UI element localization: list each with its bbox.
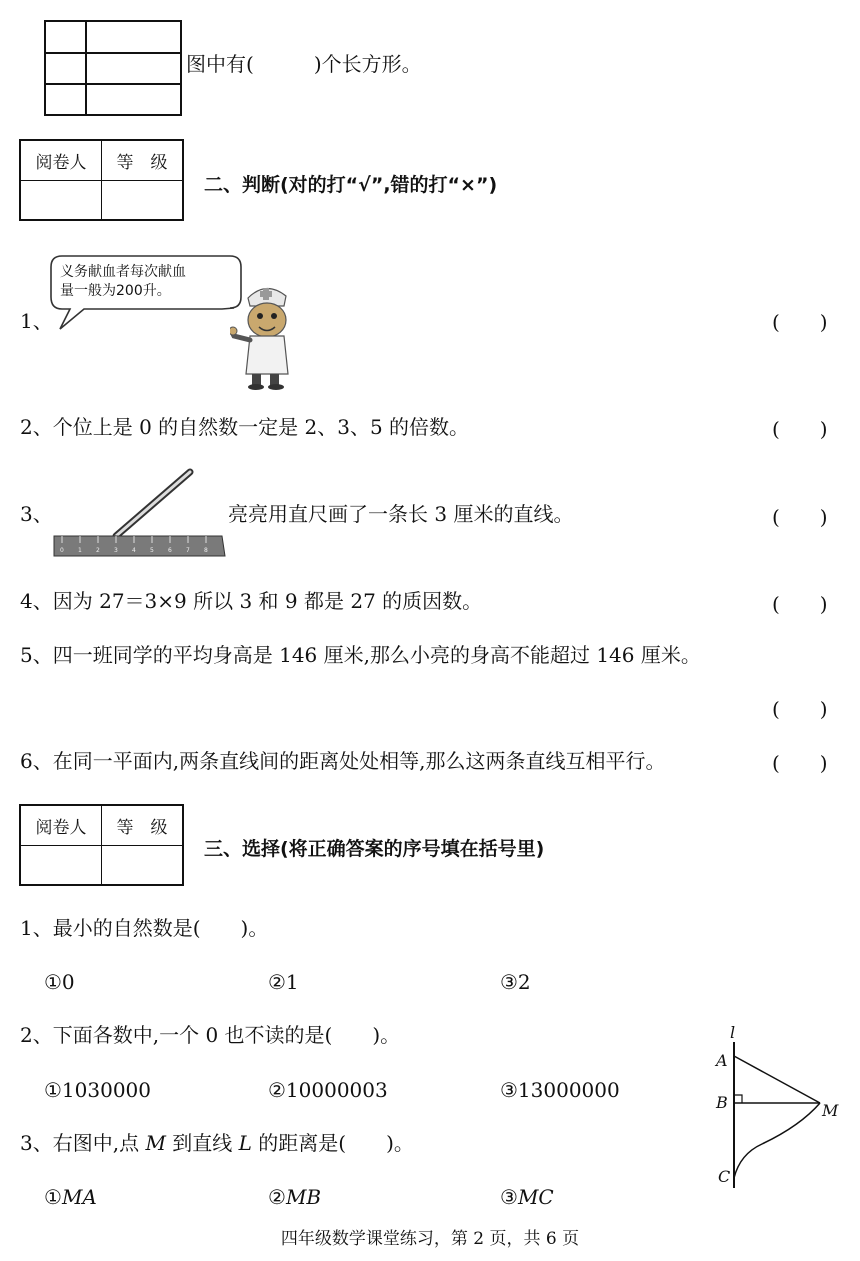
section-3-title: 三、选择(将正确答案的序号填在括号里) [204, 838, 545, 860]
item-6 [20, 751, 665, 771]
doctor-cartoon-image [230, 278, 300, 390]
grader-cell[interactable] [20, 845, 102, 885]
option-label: MA [61, 1185, 97, 1209]
item-5 [20, 645, 701, 665]
answer-paren-5[interactable]: ( ) [772, 697, 828, 721]
right-angle-mark [734, 1095, 742, 1103]
rectangle-grid-svg [44, 20, 182, 116]
distance-figure-svg [710, 1026, 850, 1192]
rectangle-grid-figure [44, 20, 182, 116]
grade-cell[interactable] [102, 180, 184, 220]
item-3-text: 亮亮用直尺画了一条长 3 厘米的直线。 [228, 502, 574, 526]
choice-q2-option-2[interactable]: ②10000003 [268, 1078, 388, 1102]
ruler-mark-4: 4 [132, 547, 136, 554]
choice-q1-option-1[interactable]: ①0 [44, 970, 75, 994]
segment-ma [734, 1056, 820, 1103]
item-2 [20, 417, 469, 437]
item-4-text: 因为 27＝3×9 所以 3 和 9 都是 27 的质因数。 [52, 589, 483, 613]
answer-paren-2[interactable]: ( ) [772, 417, 828, 441]
item-6-number: 6、 [20, 749, 53, 773]
item-2-number: 2、 [20, 415, 53, 439]
item-1-number: 1、 [20, 309, 53, 333]
choice-q1-option-3[interactable]: ③2 [500, 970, 531, 994]
ruler-pen-image [52, 466, 227, 564]
answer-paren-4[interactable]: ( ) [772, 592, 828, 616]
choice-q2-stem: 2、下面各数中,一个 0 也不读的是( )。 [20, 1023, 401, 1047]
ruler-mark-1: 1 [78, 547, 82, 554]
page-footer: 四年级数学课堂练习，第 2 页，共 6 页 [280, 1229, 580, 1249]
item-4-number: 4、 [20, 589, 53, 613]
item-6-text: 在同一平面内,两条直线间的距离处处相等,那么这两条直线互相平行。 [52, 749, 666, 773]
stem-line-l: L [238, 1131, 252, 1155]
choice-q3-option-2[interactable] [268, 1187, 321, 1207]
choice-q3-option-3[interactable] [500, 1187, 554, 1207]
stem-part: 的距离是( )。 [251, 1131, 414, 1155]
choice-q3-option-1[interactable] [44, 1187, 97, 1207]
distance-figure [710, 1026, 850, 1192]
choice-q2-option-3[interactable]: ③13000000 [500, 1078, 620, 1102]
item-5-number: 5、 [20, 643, 53, 667]
choice-q1-stem: 1、最小的自然数是( )。 [20, 916, 269, 940]
stem-point-m: M [145, 1131, 166, 1155]
ruler-mark-2: 2 [96, 547, 100, 554]
doctor-svg [230, 278, 300, 390]
grade-cell[interactable] [102, 845, 184, 885]
item-3-number: 3、 [20, 502, 53, 526]
ruler-mark-0: 0 [60, 547, 64, 554]
stem-part: 到直线 [165, 1131, 239, 1155]
label-line-l: l [730, 1026, 736, 1042]
label-point-m: M [822, 1101, 839, 1120]
grade-label: 等 级 [102, 805, 184, 845]
option-label: MB [285, 1185, 322, 1209]
bubble-text [60, 263, 186, 301]
grader-cell[interactable] [20, 180, 102, 220]
bubble-line-2: 量一般为200升。 [60, 283, 171, 299]
ruler-pen-svg [52, 466, 227, 564]
answer-paren-3[interactable]: ( ) [772, 505, 828, 529]
bubble-line-1: 义务献血者每次献血 [60, 264, 186, 280]
ruler-mark-5: 5 [150, 547, 154, 554]
ruler-mark-6: 6 [168, 547, 172, 554]
item-2-text: 个位上是 0 的自然数一定是 2、3、5 的倍数。 [52, 415, 470, 439]
grade-label: 等 级 [102, 140, 184, 180]
option-marker: ① [44, 1185, 62, 1209]
item-5-text: 四一班同学的平均身高是 146 厘米,那么小亮的身高不能超过 146 厘米。 [52, 643, 701, 667]
question-text-after: )个长方形。 [313, 52, 422, 76]
item-4 [20, 591, 482, 611]
grader-label: 阅卷人 [20, 140, 102, 180]
option-label: MC [517, 1185, 554, 1209]
rectangle-count-question [186, 54, 422, 74]
grader-box [19, 139, 184, 221]
curve-mc [734, 1103, 820, 1178]
choice-q1-option-2[interactable]: ②1 [268, 970, 299, 994]
stem-part: 3、右图中,点 [20, 1131, 146, 1155]
grader-box-2 [19, 804, 184, 886]
label-point-b: B [716, 1093, 728, 1112]
grader-label: 阅卷人 [20, 805, 102, 845]
label-point-c: C [718, 1167, 731, 1186]
answer-paren-1[interactable]: ( ) [772, 310, 828, 334]
ruler-mark-7: 7 [186, 547, 190, 554]
ruler-mark-3: 3 [114, 547, 118, 554]
answer-paren-6[interactable]: ( ) [772, 751, 828, 775]
speech-bubble [44, 253, 244, 333]
option-marker: ② [268, 1185, 286, 1209]
ruler-mark-8: 8 [204, 547, 208, 554]
question-text-before: 图中有( [186, 52, 254, 76]
section-2-title: 二、判断(对的打“√”,错的打“×”) [204, 174, 498, 196]
option-marker: ③ [500, 1185, 518, 1209]
choice-q2-option-1[interactable]: ①1030000 [44, 1078, 152, 1102]
label-point-a: A [716, 1051, 728, 1070]
choice-q3-stem [20, 1133, 414, 1153]
